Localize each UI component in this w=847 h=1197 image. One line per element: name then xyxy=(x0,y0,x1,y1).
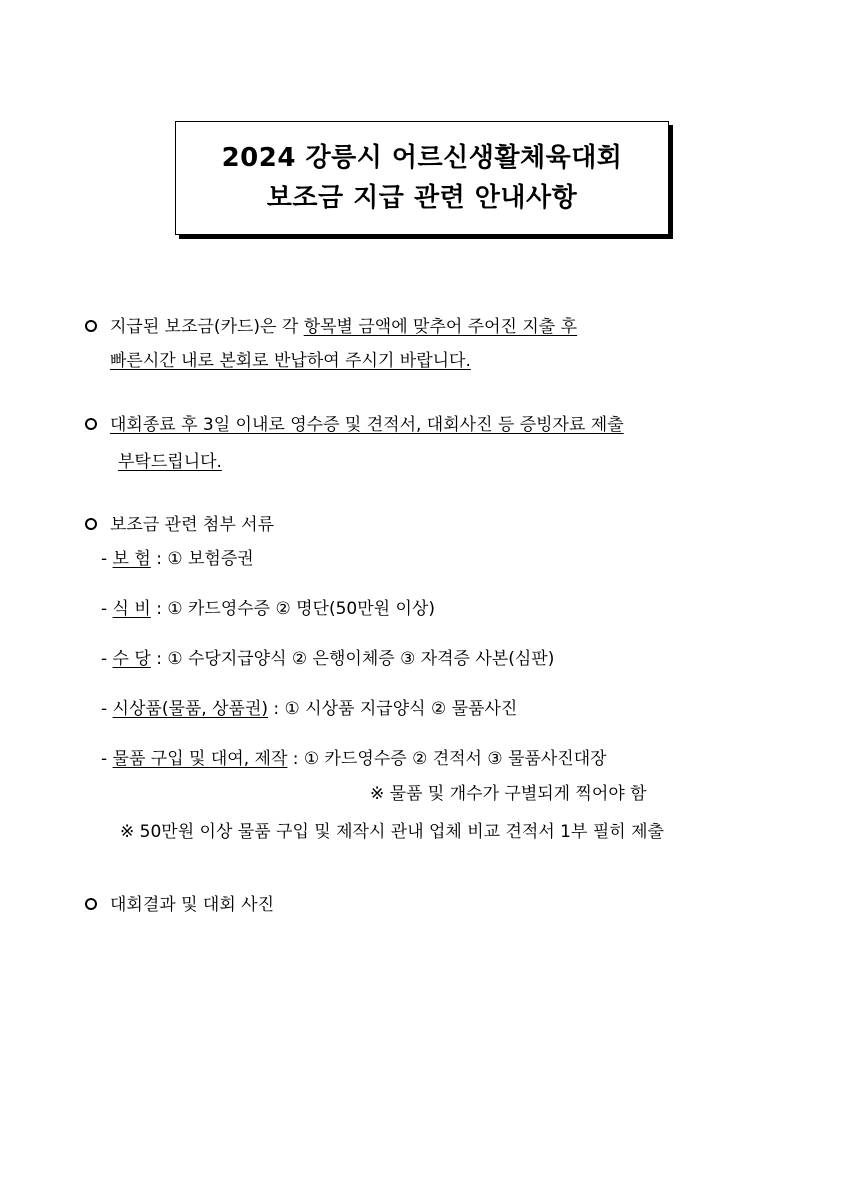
item-dash: - xyxy=(101,599,113,619)
circle-bullet-icon xyxy=(85,418,97,430)
circle-bullet-icon xyxy=(85,518,97,530)
item-dash: - xyxy=(101,649,113,669)
circle-bullet-icon xyxy=(85,898,97,910)
item-label: 식 비 xyxy=(112,599,151,619)
section2-line2: 부탁드립니다. xyxy=(118,452,222,472)
attachment-item-insurance xyxy=(101,548,254,570)
item-label: 보 험 xyxy=(112,549,151,569)
section1-line1 xyxy=(85,316,577,338)
attachment-item-meals xyxy=(101,598,435,620)
attachment-item-purchase xyxy=(101,748,607,770)
item-label: 물품 구입 및 대여, 제작 xyxy=(112,749,288,769)
attachment-item-prizes xyxy=(101,698,517,720)
item-rest: : ① 수당지급양식 ② 은행이체증 ③ 자격증 사본(심판) xyxy=(150,649,555,669)
item-dash: - xyxy=(101,549,113,569)
note-photo: ※ 물품 및 개수가 구별되게 찍어야 함 xyxy=(370,784,647,804)
circle-bullet-icon xyxy=(85,320,97,332)
item-rest: : ① 카드영수증 ② 명단(50만원 이상) xyxy=(150,599,435,619)
section3-heading xyxy=(85,514,274,536)
title-box xyxy=(175,121,669,235)
item-dash: - xyxy=(101,749,113,769)
section1-plain: 지급된 보조금(카드)은 각 xyxy=(110,317,304,337)
section4-heading-text: 대회결과 및 대회 사진 xyxy=(110,895,275,915)
section4-heading xyxy=(85,894,274,916)
item-rest: : ① 시상품 지급양식 ② 물품사진 xyxy=(268,699,518,719)
title-line-2: 보조금 지급 관련 안내사항 xyxy=(266,183,578,213)
note-quote: ※ 50만원 이상 물품 구입 및 제작시 관내 업체 비교 견적서 1부 필히 제출 xyxy=(120,822,664,842)
item-dash: - xyxy=(101,699,113,719)
title-line-1: 2024 강릉시 어르신생활체육대회 xyxy=(221,143,623,173)
item-label: 수 당 xyxy=(112,649,151,669)
item-label: 시상품(물품, 상품권) xyxy=(112,699,268,719)
item-rest: : ① 보험증권 xyxy=(150,549,254,569)
section2-line1-text: 대회종료 후 3일 이내로 영수증 및 견적서, 대회사진 등 증빙자료 제출 xyxy=(110,415,624,435)
section3-heading-text: 보조금 관련 첨부 서류 xyxy=(110,515,275,535)
attachment-item-allowance xyxy=(101,648,554,670)
item-rest: : ① 카드영수증 ② 견적서 ③ 물품사진대장 xyxy=(287,749,607,769)
section2-line1 xyxy=(85,414,624,436)
section1-line2: 빠른시간 내로 본회로 반납하여 주시기 바랍니다. xyxy=(110,351,471,371)
section1-underlined: 항목별 금액에 맞추어 주어진 지출 후 xyxy=(303,317,578,337)
